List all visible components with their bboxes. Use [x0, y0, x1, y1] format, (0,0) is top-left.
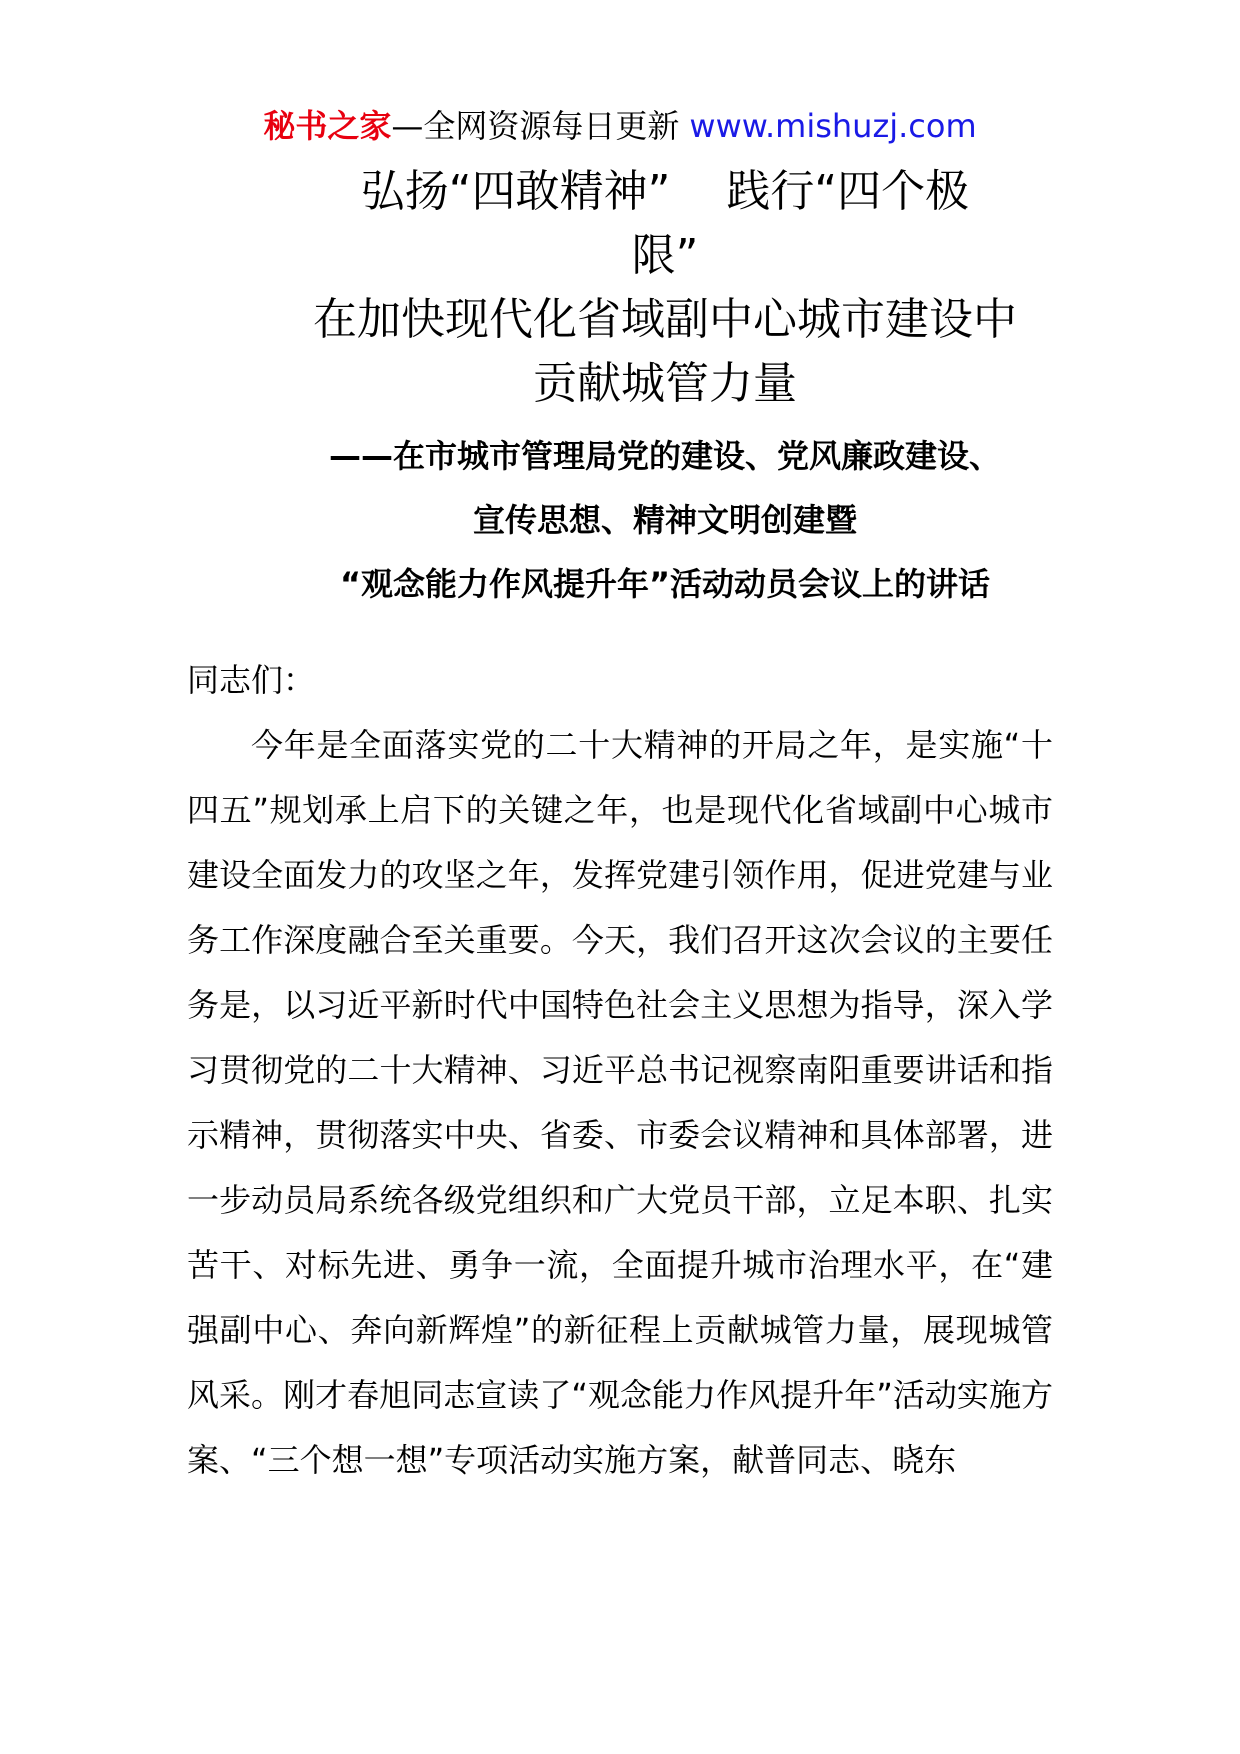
document-title-second: [250, 288, 1080, 416]
body-paragraph-1: 今年是全面落实党的二十大精神的开局之年，是实施“十四五”规划承上启下的关键之年，也是现代化省域副中心城市建设全面发力的攻坚之年，发挥党建引领作用，促进党建与业务工作深度融合至关重要。今天，我们召开这次会议的主要任务是，以习近平新时代中国特色社会主义思想为指导，深入学习贯彻党的二十大精神、习近平总书记视察南阳重要讲话和指示精神，贯彻落实中央、省委、市委会议精神和具体部署，进一步动员局系统各级党组织和广大党员干部，立足本职、扎实苦干、对标先进、勇争一流，全面提升城市治理水平，在“建强副中心、奔向新辉煌”的新征程上贡献城管力量，展现城管风采。刚才春旭同志宣读了“观念能力作风提升年”活动实施方案、“三个想一想”专项活动实施方案，献普同志、晓东: [187, 726, 1053, 1479]
title-line-1-wrap: 限”: [631, 230, 699, 281]
site-header: [0, 104, 1240, 148]
subtitle-line-2: 宣传思想、精神文明创建暨: [472, 501, 857, 539]
document-subtitle: [250, 424, 1080, 616]
title-line-1-part-2: 践行“四个极: [726, 166, 970, 217]
salutation: 同志们：: [187, 661, 316, 699]
title-line-1: [250, 160, 1080, 224]
subtitle-line-1: ——在市城市管理局党的建设、党风廉政建设、: [328, 437, 1001, 475]
document-title: [250, 160, 1080, 288]
title-line-2-part-2: 贡献城管力量: [533, 358, 797, 409]
site-url-link[interactable]: www.mishuzj.com: [689, 107, 977, 145]
subtitle-line-3: “观念能力作风提升年”活动动员会议上的讲话: [339, 565, 991, 603]
title-line-1-part-1: 弘扬“四敢精神”: [360, 166, 671, 217]
title-line-2-part-1: 在加快现代化省域副中心城市建设中: [313, 294, 1017, 345]
header-tagline: —全网资源每日更新: [391, 107, 680, 145]
document-body: [187, 648, 1053, 1493]
brand-name: 秘书之家: [263, 107, 392, 145]
